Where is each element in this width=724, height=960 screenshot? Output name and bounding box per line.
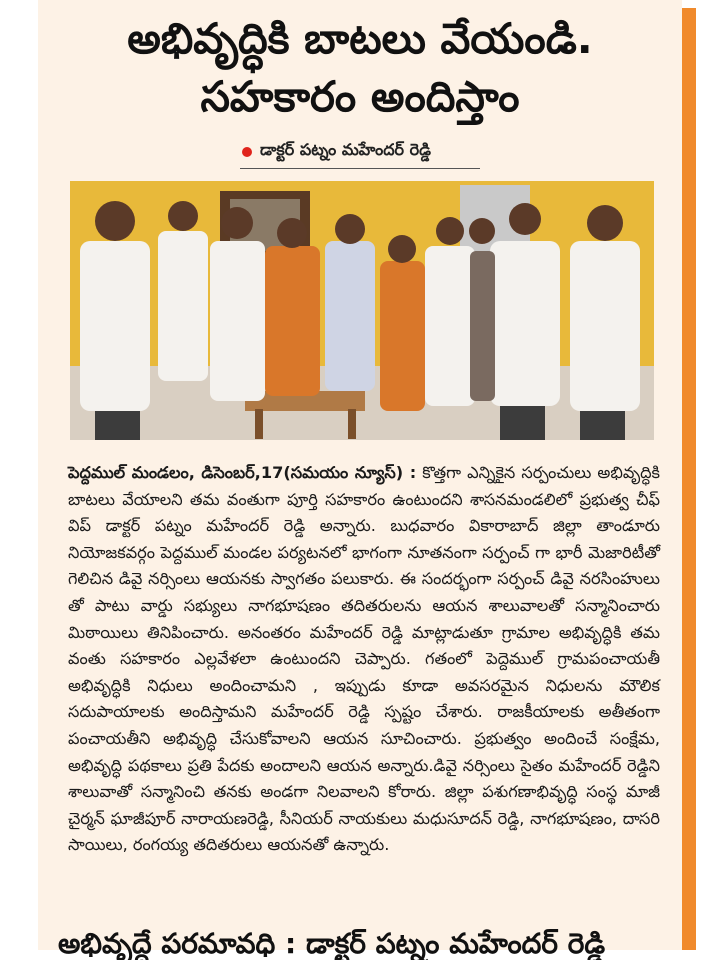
article-body — [68, 460, 660, 859]
next-headline-cut — [58, 927, 668, 960]
group-photo-illustration — [70, 181, 654, 440]
headline-line-1: అభివృద్ధికి బాటలు వేయండి. — [127, 14, 593, 63]
byline-author: డాక్టర్ పట్నం మహేందర్ రెడ్డి — [260, 140, 431, 159]
headline-line-2: సహకారం అందిస్తాం — [200, 72, 520, 121]
article-dateline: పెద్దముల్ మండలం, డిసెంబర్,17(సమయం న్యూస్) : — [68, 463, 417, 482]
bullet-icon — [242, 147, 252, 157]
byline — [240, 138, 480, 169]
article-text: కొత్తగా ఎన్నికైన సర్పంచులు అభివృద్ధికి బాటలు వేయాలని తమ వంతుగా పూర్తి సహకారం ఉంటుందని శాసనమండలిలో ప్రభుత్వ చీఫ్ విప్ డాక్టర్ పట్నం మహేందర్ రెడ్డి అన్నారు. బుధవారం వికారాబాద్ జిల్లా తాండూరు నియోజకవర్గం పెద్దముల్ మండల పర్యటనలో భాగంగా నూతనంగా సర్పంచ్ గా భారీ మెజారిటీతో గెలిచిన డివై నర్సింలు ఆయనకు స్వాగతం పలుకారు. ఈ సందర్భంగా సర్పంచ్ డివై నరసింహులు తో పాటు వార్డు సభ్యులు నాగభూషణం తదితరులను ఆయన శాలువాలతో సన్మానించారు మిఠాయిలు తినిపించారు. అనంతరం మహేందర్ రెడ్డి మాట్లాడుతూ గ్రామాల అభివృద్ధికి తమ వంతు సహకారం ఎల్లవేళలా ఉంటుందని చెప్పారు. గతంలో పెద్దెముల్ గ్రామపంచాయతీ అభివృద్ధికి నిధులు అందించామని , ఇప్పుడు కూడా అవసరమైన నిధులను మౌలిక సదుపాయాలకు అందిస్తామని మహేందర్ రెడ్డి స్పష్టం చేశారు. రాజకీయాలకు అతీతంగా పంచాయతీని అభివృద్ధి చేసుకోవాలని ఆయన సూచించారు. ప్రభుత్వం అందించే సంక్షేమ, అభివృద్ధి పథకాలు ప్రతి పేదకు అందాలని ఆయన అన్నారు.డివై నర్సింలు సైతం మహేందర్ రెడ్డిని శాలువాతో సన్మానించి తనకు అండగా నిలవాలని కోరారు. జిల్లా పశుగణాభివృద్ధి సంస్థ మాజీ చైర్మన్ ఘాజీపూర్ నారాయణరెడ్డి, సీనియర్ నాయకులు మధుసూదన్ రెడ్డి, నాగభూషణం, దాసరి సాయిలు, రంగయ్య తదితరులు ఆయనతో ఉన్నారు. — [68, 463, 660, 855]
news-photo — [70, 181, 654, 440]
headline — [38, 10, 682, 126]
accent-bar — [682, 8, 696, 950]
next-headline-partial: అభివృద్ధే పరమావధి : డాక్టర్ పట్నం మహేందర్ రెడ్డి — [58, 927, 606, 960]
